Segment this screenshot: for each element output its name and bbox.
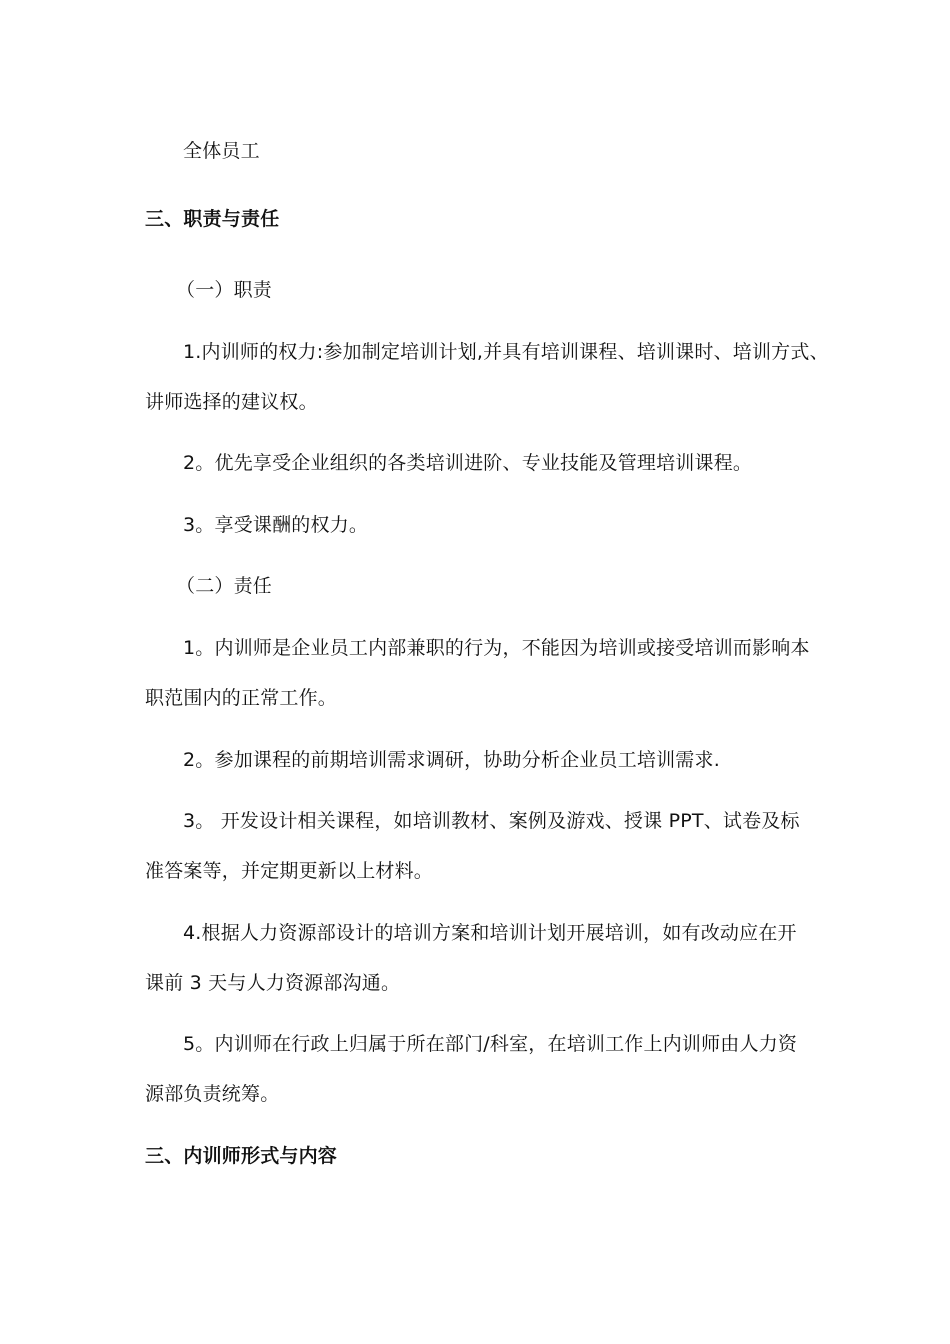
- duty-item-2: 2。优先享受企业组织的各类培训进阶、专业技能及管理培训课程。: [183, 452, 753, 474]
- responsibility-item-4-line-1: 4.根据人力资源部设计的培训方案和培训计划开展培训，如有改动应在开: [183, 922, 797, 944]
- responsibility-item-1-line-2: 职范围内的正常工作。: [145, 687, 338, 709]
- responsibility-item-4-line-2: 课前 3 天与人力资源部沟通。: [145, 972, 401, 994]
- duty-item-3: 3。享受课酬的权力。: [183, 514, 369, 536]
- duty-item-1-line-2: 讲师选择的建议权。: [145, 391, 318, 413]
- subsection-heading-responsibilities: （二）责任: [176, 575, 273, 597]
- responsibility-item-5-line-2: 源部负责统筹。: [145, 1083, 280, 1105]
- subsection-heading-duties: （一）职责: [176, 279, 273, 301]
- responsibility-item-3-line-2: 准答案等，并定期更新以上材料。: [145, 860, 434, 882]
- duty-item-1-line-1: 1.内训师的权力:参加制定培训计划,并具有培训课程、培训课时、培训方式、: [183, 341, 829, 363]
- section-heading-duties-responsibilities: 三、职责与责任: [145, 208, 280, 230]
- responsibility-item-2: 2。参加课程的前期培训需求调研，协助分析企业员工培训需求.: [183, 749, 720, 771]
- responsibility-item-1-line-1: 1。内训师是企业员工内部兼职的行为，不能因为培训或接受培训而影响本: [183, 637, 810, 659]
- responsibility-item-3-line-1: 3。 开发设计相关课程，如培训教材、案例及游戏、授课 PPT、试卷及标: [183, 810, 800, 832]
- responsibility-item-5-line-1: 5。内训师在行政上归属于所在部门/科室，在培训工作上内训师由人力资: [183, 1033, 798, 1055]
- section-heading-form-content: 三、内训师形式与内容: [145, 1145, 338, 1167]
- intro-text: 全体员工: [183, 140, 260, 162]
